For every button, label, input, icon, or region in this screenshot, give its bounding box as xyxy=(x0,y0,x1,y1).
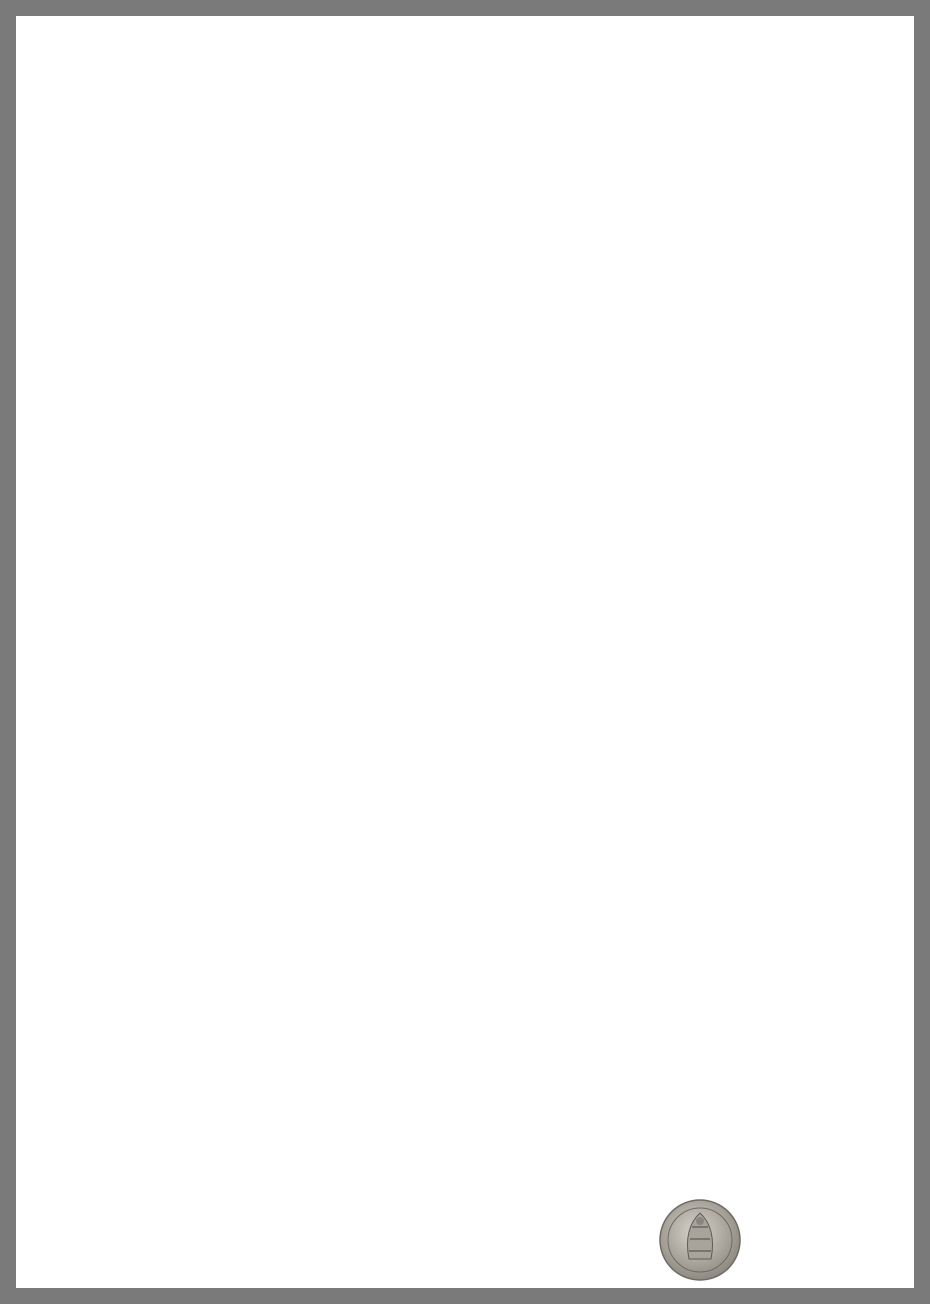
society-seal-icon xyxy=(659,1199,741,1281)
document-page xyxy=(16,16,914,1288)
